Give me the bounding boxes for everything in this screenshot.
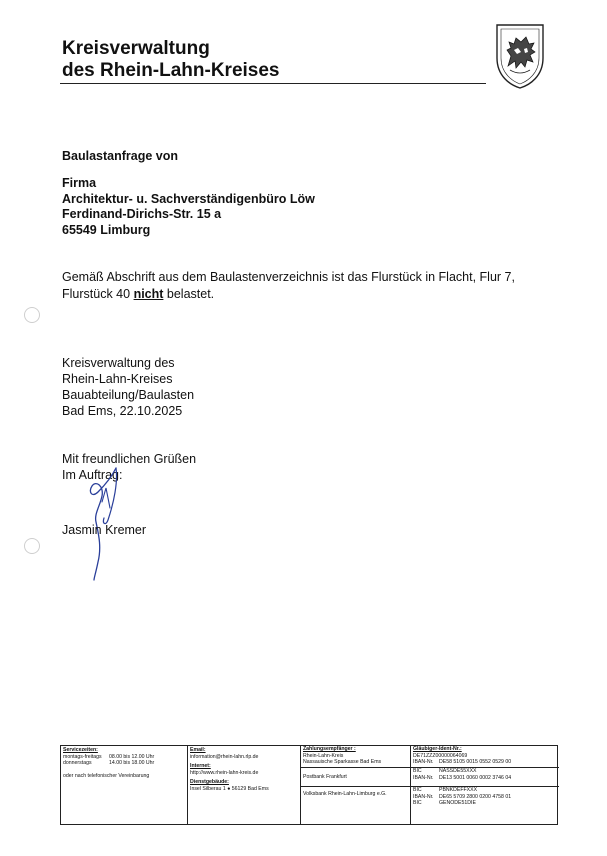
addressee-line: 65549 Limburg <box>62 222 151 237</box>
addressee-line: Firma <box>62 176 97 190</box>
addressee-line: Architektur- u. Sachverständigenbüro Löw <box>62 191 315 206</box>
service-hours-note: oder nach telefonischer Vereinbarung <box>63 772 150 779</box>
service-hours-row <box>63 754 185 761</box>
bic-value: NASSDE55XXX <box>439 768 477 774</box>
building-heading: Dienstgebäude: <box>190 779 229 786</box>
closing-line: Mit freundlichen Grüßen <box>62 452 197 466</box>
creditor-cell <box>411 746 559 768</box>
bank-details-cell <box>411 768 559 787</box>
service-hours-time: 14.00 bis 18.00 Uhr <box>109 760 155 767</box>
faint-bleed-through <box>500 96 560 136</box>
letterhead-title-line1: Kreisverwaltung <box>62 38 210 59</box>
service-hours-time: 08.00 bis 12.00 Uhr <box>109 753 155 760</box>
statement-text-end: belastet. <box>163 287 215 301</box>
bank-name: Volksbank Rhein-Lahn-Limburg e.G. <box>303 791 387 797</box>
iban-row <box>413 775 557 782</box>
lion-coat-of-arms-icon <box>494 22 546 90</box>
iban-value: DE58 5105 0015 0552 0529 00 <box>439 759 512 766</box>
email-link[interactable]: information@rhein-lahn.rlp.de <box>190 753 259 760</box>
signer-name: Jasmin Kremer <box>62 523 147 537</box>
service-hours-row <box>63 760 185 767</box>
creditor-heading: Gläubiger-Ident-Nr.: <box>413 746 462 752</box>
bic-row <box>413 768 557 775</box>
statement-paragraph <box>62 269 532 303</box>
punch-hole-mark <box>24 538 40 554</box>
bic-row <box>413 800 557 807</box>
footer-creditor <box>410 746 559 824</box>
bank-name: Postbank Frankfurt <box>303 774 347 780</box>
footer-service-hours <box>61 746 187 824</box>
iban-value: DE65 5709 2800 0200 4758 01 <box>439 793 512 800</box>
bic-value: PBNKDEFFXXX <box>439 787 478 793</box>
website-link[interactable]: http://www.rhein-lahn-kreis.de <box>190 769 259 776</box>
service-hours-days: montags-freitags <box>63 753 102 760</box>
iban-row <box>413 759 557 766</box>
letterhead-title-line2: des Rhein-Lahn-Kreises <box>62 60 280 81</box>
footer-contact <box>187 746 300 824</box>
punch-hole-mark <box>24 307 40 323</box>
internet-heading: Internet: <box>190 763 211 770</box>
payee-name: Rhein-Lahn-Kreis <box>303 752 344 759</box>
office-block <box>62 355 194 419</box>
building-address: Insel Silberau 1 ● 56129 Bad Ems <box>190 785 269 792</box>
subject-line: Baulastanfrage von <box>62 149 179 163</box>
bank-details-cell <box>411 787 559 825</box>
bic-label: BIC <box>413 768 422 774</box>
office-line: Rhein-Lahn-Kreises <box>62 372 173 386</box>
statement-emphasis: nicht <box>133 287 164 301</box>
header-divider <box>60 83 486 84</box>
bic-value: GENODE51DIE <box>439 800 476 807</box>
bic-label: BIC <box>413 800 422 807</box>
closing-line: Im Auftrag: <box>62 468 123 482</box>
payee-heading: Zahlungsempfänger : <box>303 746 356 752</box>
bank-cell <box>301 787 410 825</box>
iban-label: IBAN-Nr. <box>413 793 434 800</box>
iban-label: IBAN-Nr. <box>413 759 434 766</box>
office-line: Kreisverwaltung des <box>62 356 175 370</box>
addressee-line: Ferdinand-Dirichs-Str. 15 a <box>62 207 222 221</box>
footer-payee <box>300 746 410 824</box>
iban-value: DE13 5001 0060 0002 3746 04 <box>439 774 512 781</box>
bic-label: BIC <box>413 787 422 793</box>
office-line: Bad Ems, 22.10.2025 <box>62 404 183 418</box>
bank-cell <box>301 768 410 787</box>
email-heading: Email: <box>190 747 206 753</box>
payee-cell <box>301 746 410 768</box>
service-hours-heading: Servicezeiten: <box>63 747 98 753</box>
office-line: Bauabteilung/Baulasten <box>62 388 195 402</box>
iban-row <box>413 794 557 801</box>
creditor-id: DE71ZZZ00000064069 <box>413 752 468 759</box>
statement-text: Gemäß Abschrift aus dem Baulastenverzeichnis ist das Flurstück in Flacht, Flur 7, Flurstück 40 <box>62 270 515 301</box>
addressee-block <box>62 176 315 238</box>
bank-name: Nassauische Sparkasse Bad Ems <box>303 759 382 766</box>
service-hours-days: donnerstags <box>63 760 92 767</box>
footer-info-table <box>60 745 558 825</box>
letterhead-title <box>62 38 280 82</box>
bic-row <box>413 787 557 794</box>
iban-label: IBAN-Nr. <box>413 774 434 781</box>
